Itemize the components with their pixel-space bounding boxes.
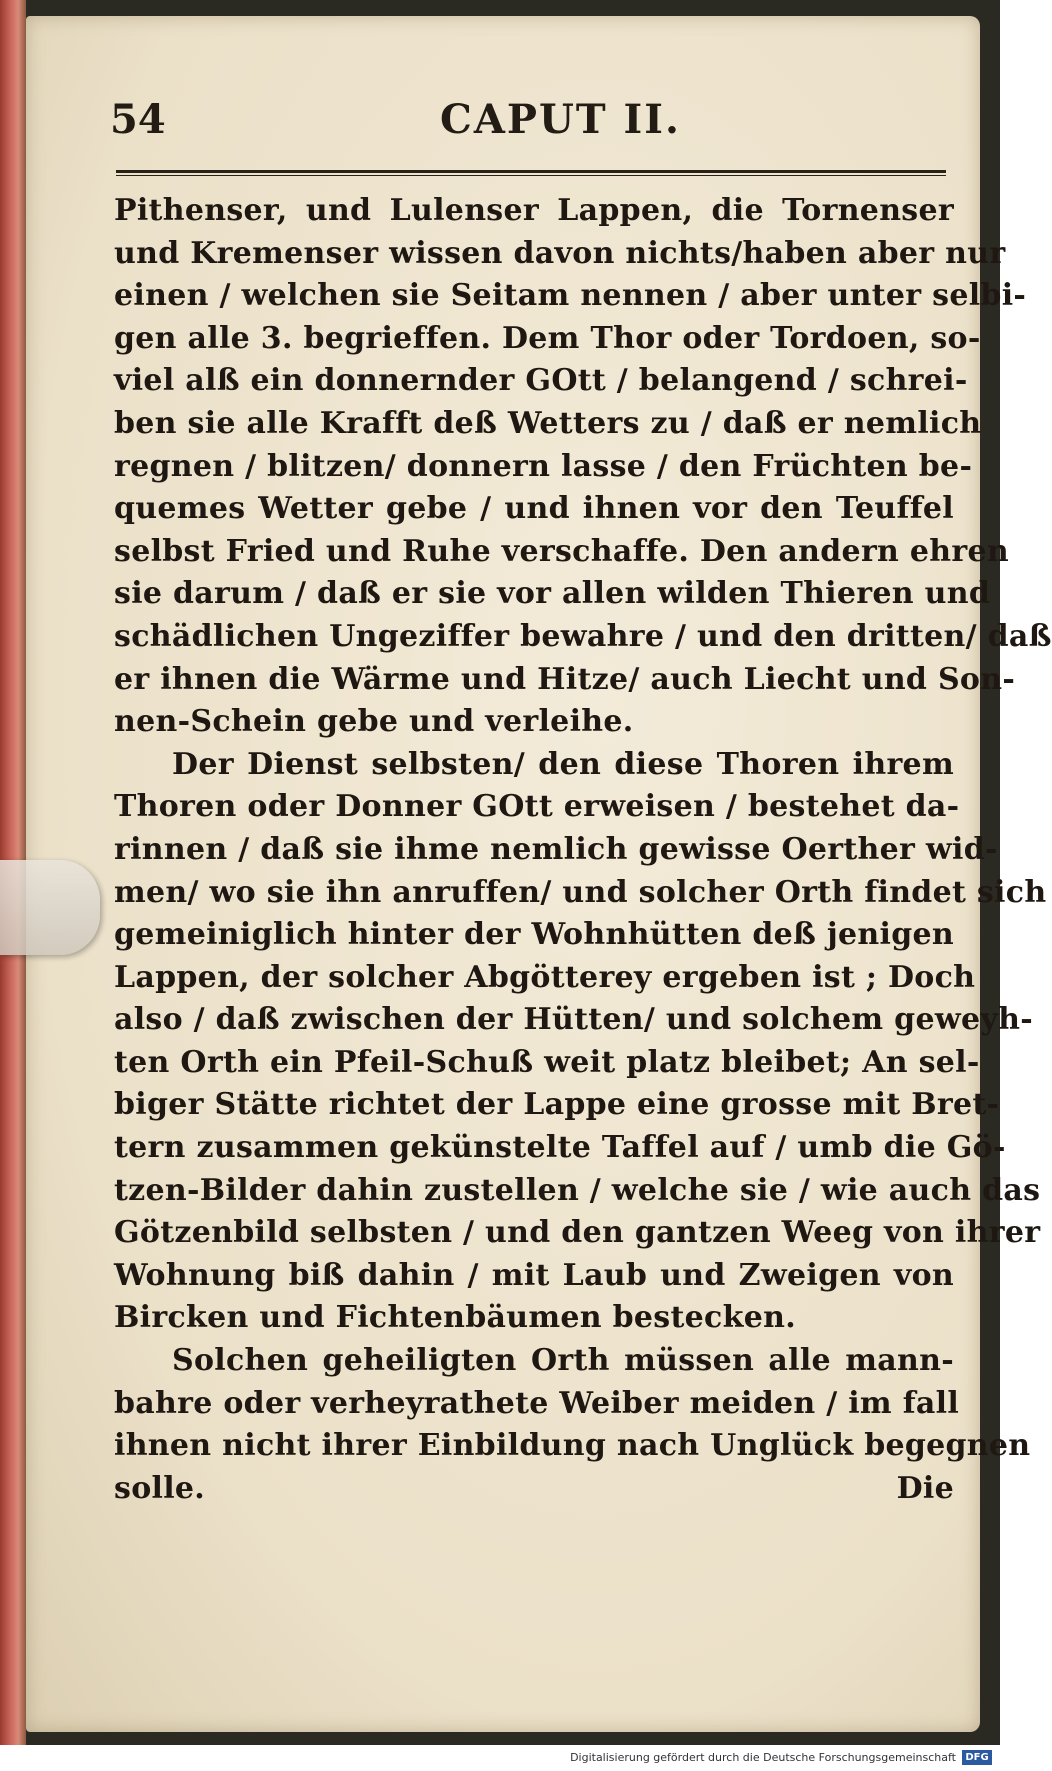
text-line: ben sie alle Krafft deß Wetters zu / daß er nemlich bbox=[114, 405, 982, 441]
text-line: men/ wo sie ihn anruffen/ und solcher Orth findet sich bbox=[114, 874, 1047, 910]
dfg-logo-icon: DFG bbox=[962, 1750, 992, 1765]
header-rule bbox=[116, 170, 946, 176]
text-line: also / daß zwischen der Hütten/ und solchem geweyh- bbox=[114, 1002, 1033, 1038]
page-clip bbox=[0, 860, 100, 955]
text-line: er ihnen die Wärme und Hitze/ auch Liecht und Son- bbox=[114, 661, 1016, 697]
text-line: ihnen nicht ihrer Einbildung nach Unglück begegnen bbox=[114, 1428, 1031, 1464]
text-line: biger Stätte richtet der Lappe eine grosse mit Bret- bbox=[114, 1087, 1000, 1123]
page-number: 54 bbox=[110, 96, 166, 143]
text-line: und Kremenser wissen davon nichts/haben aber nur bbox=[114, 235, 1006, 271]
page-header bbox=[110, 96, 950, 156]
body-text bbox=[114, 190, 1052, 1510]
text-line: schädlichen Ungeziffer bewahre / und den dritten/ daß bbox=[114, 618, 1052, 654]
text-line: gen alle 3. begrieffen. Dem Thor oder Tordoen, so- bbox=[114, 320, 981, 356]
text-line: Pithenser, und Lulenser Lappen, die Tornenser bbox=[114, 193, 954, 228]
text-line: bahre oder verheyrathete Weiber meiden / im fall bbox=[114, 1385, 960, 1421]
text-line: rinnen / daß sie ihme nemlich gewisse Oerther wid- bbox=[114, 831, 998, 867]
text-line: Lappen, der solcher Abgötterey ergeben ist ; Doch bbox=[114, 959, 976, 995]
text-line: Götzenbild selbsten / und den gantzen Weeg von ihrer bbox=[114, 1215, 1041, 1251]
text-line: selbst Fried und Ruhe verschaffe. Den andern ehren bbox=[114, 533, 1010, 569]
paragraph-start-line: Solchen geheiligten Orth müssen alle mann- bbox=[172, 1343, 954, 1379]
catchword: Die bbox=[896, 1470, 954, 1506]
text-line: Thoren oder Donner GOtt erweisen / bestehet da- bbox=[114, 789, 960, 825]
text-line: ten Orth ein Pfeil-Schuß weit platz bleibet; An sel- bbox=[114, 1044, 980, 1080]
text-line: einen / welchen sie Seitam nennen / aber unter selbi- bbox=[114, 278, 1027, 314]
text-line: regnen / blitzen/ donnern lasse / den Früchten be- bbox=[114, 448, 973, 484]
footer-bar bbox=[0, 1745, 1000, 1771]
text-line: solle. bbox=[114, 1470, 206, 1506]
text-line: quemes Wetter gebe / und ihnen vor den Teuffel bbox=[114, 491, 954, 527]
text-line: tern zusammen gekünstelte Taffel auf / umb die Gö- bbox=[114, 1130, 1006, 1166]
text-line: nen-Schein gebe und verleihe. bbox=[114, 704, 634, 740]
text-line: viel alß ein donnernder GOtt / belangend / schrei- bbox=[114, 363, 968, 399]
paragraph-start-line: Der Dienst selbsten/ den diese Thoren ihrem bbox=[172, 746, 954, 782]
running-title: CAPUT II. bbox=[440, 96, 681, 143]
text-line: tzen-Bilder dahin zustellen / welche sie / wie auch das bbox=[114, 1172, 1041, 1208]
text-line: Wohnung biß dahin / mit Laub und Zweigen von bbox=[114, 1257, 954, 1293]
text-line: gemeiniglich hinter der Wohnhütten deß jenigen bbox=[114, 917, 955, 953]
text-line: sie darum / daß er sie vor allen wilden Thieren und bbox=[114, 576, 991, 612]
text-line: Bircken und Fichtenbäumen bestecken. bbox=[114, 1300, 796, 1336]
funding-credit: Digitalisierung gefördert durch die Deutsche Forschungsgemeinschaft bbox=[570, 1751, 956, 1764]
